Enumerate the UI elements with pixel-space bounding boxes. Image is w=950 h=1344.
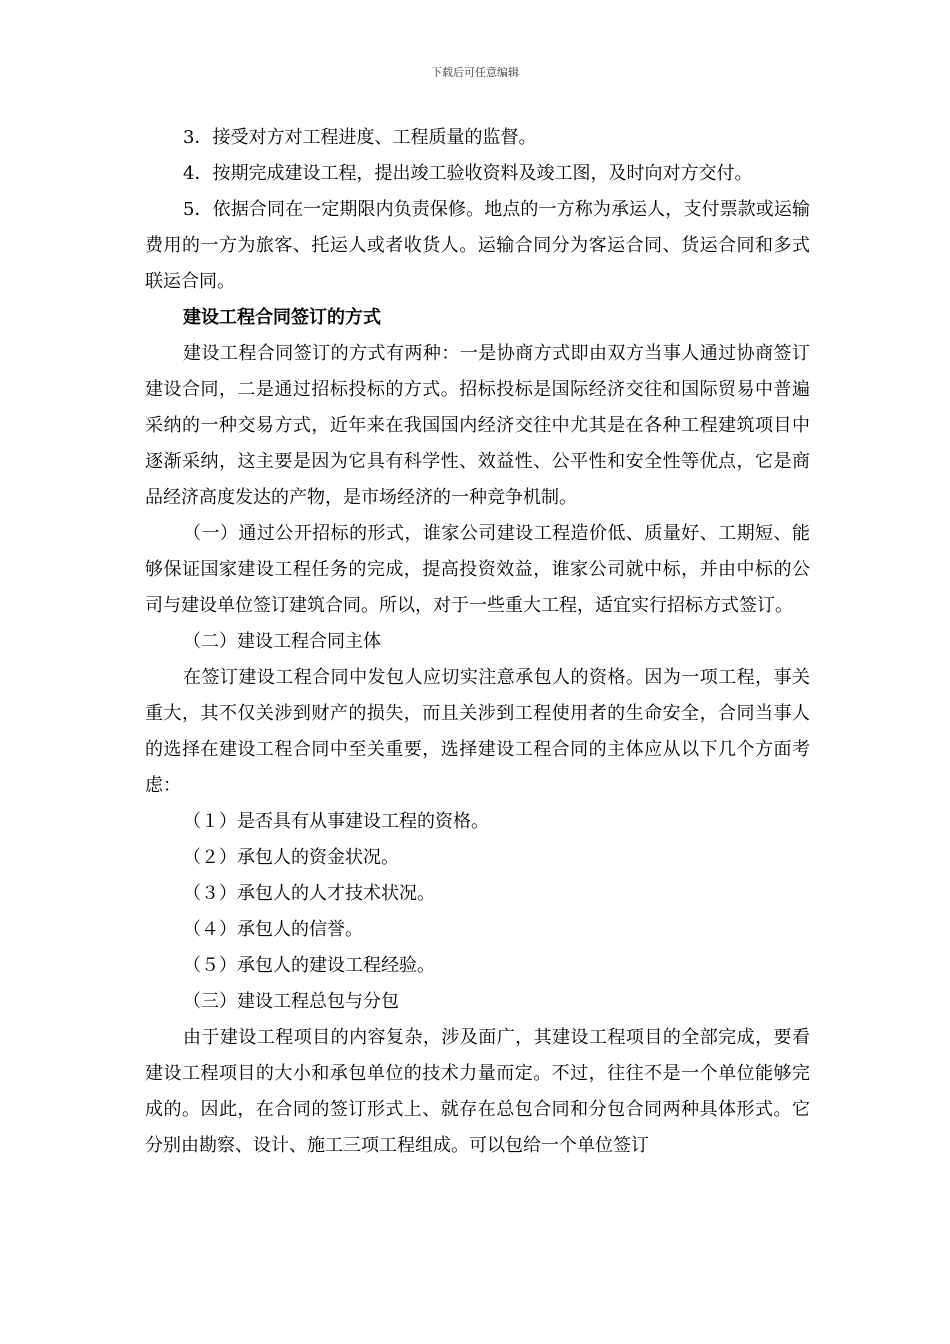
paragraph-general-subcontract: 由于建设工程项目的内容复杂，涉及面广，其建设工程项目的全部完成，要看建设工程项目的大小和承包单位的技术力量而定。不过，往往不是一个单位能够完成的。因此，在合同的签订形式上、就存在总包合同和分包合同两种具体形式。它分别由勘察、设计、施工三项工程组成。可以包给一个单位签订	[145, 1027, 810, 1156]
paragraph-contractor-qualification: 在签订建设工程合同中发包人应切实注意承包人的资格。因为一项工程，事关重大，其不仅关涉到财产的损失，而且关涉到工程使用者的生命安全，合同当事人的选择在建设工程合同中至关重要，选择建设工程合同的主体应从以下几个方面考虑：	[145, 667, 810, 796]
subheading-general-subcontract: （三）建设工程总包与分包	[183, 991, 399, 1012]
list-item-1: （１）是否具有从事建设工程的资格。	[183, 811, 489, 832]
list-item-5: （５）承包人的建设工程经验。	[183, 955, 435, 976]
paragraph-public-bidding: （一）通过公开招标的形式，谁家公司建设工程造价低、质量好、工期短、能够保证国家建设工程任务的完成，提高投资效益，谁家公司就中标，并由中标的公司与建设单位签订建筑合同。所以，对于一些重大工程，适宜实行招标方式签订。	[145, 523, 810, 616]
subheading-contract-subject: （二）建设工程合同主体	[183, 631, 381, 652]
page-header: 下载后可任意编辑	[431, 66, 519, 79]
clause-5: 5．依据合同在一定期限内负责保修。地点的一方称为承运人，支付票款或运输费用的一方为旅客、托运人或者收货人。运输合同分为客运合同、货运合同和多式联运合同。	[145, 199, 810, 292]
paragraph-signing-methods: 建设工程合同签订的方式有两种：一是协商方式即由双方当事人通过协商签订建设合同，二是通过招标投标的方式。招标投标是国际经济交往和国际贸易中普遍采纳的一种交易方式，近年来在我国国内经济交往中尤其是在各种工程建筑项目中逐渐采纳，这主要是因为它具有科学性、效益性、公平性和安全性等优点，它是商品经济高度发达的产物，是市场经济的一种竞争机制。	[145, 343, 810, 508]
list-item-4: （４）承包人的信誉。	[183, 919, 363, 940]
clause-3: 3．接受对方对工程进度、工程质量的监督。	[183, 127, 537, 148]
list-item-3: （３）承包人的人才技术状况。	[183, 883, 435, 904]
document-body	[145, 120, 810, 1164]
list-item-2: （２）承包人的资金状况。	[183, 847, 399, 868]
section-heading: 建设工程合同签订的方式	[183, 307, 381, 328]
clause-4: 4．按期完成建设工程，提出竣工验收资料及竣工图，及时向对方交付。	[183, 163, 753, 184]
